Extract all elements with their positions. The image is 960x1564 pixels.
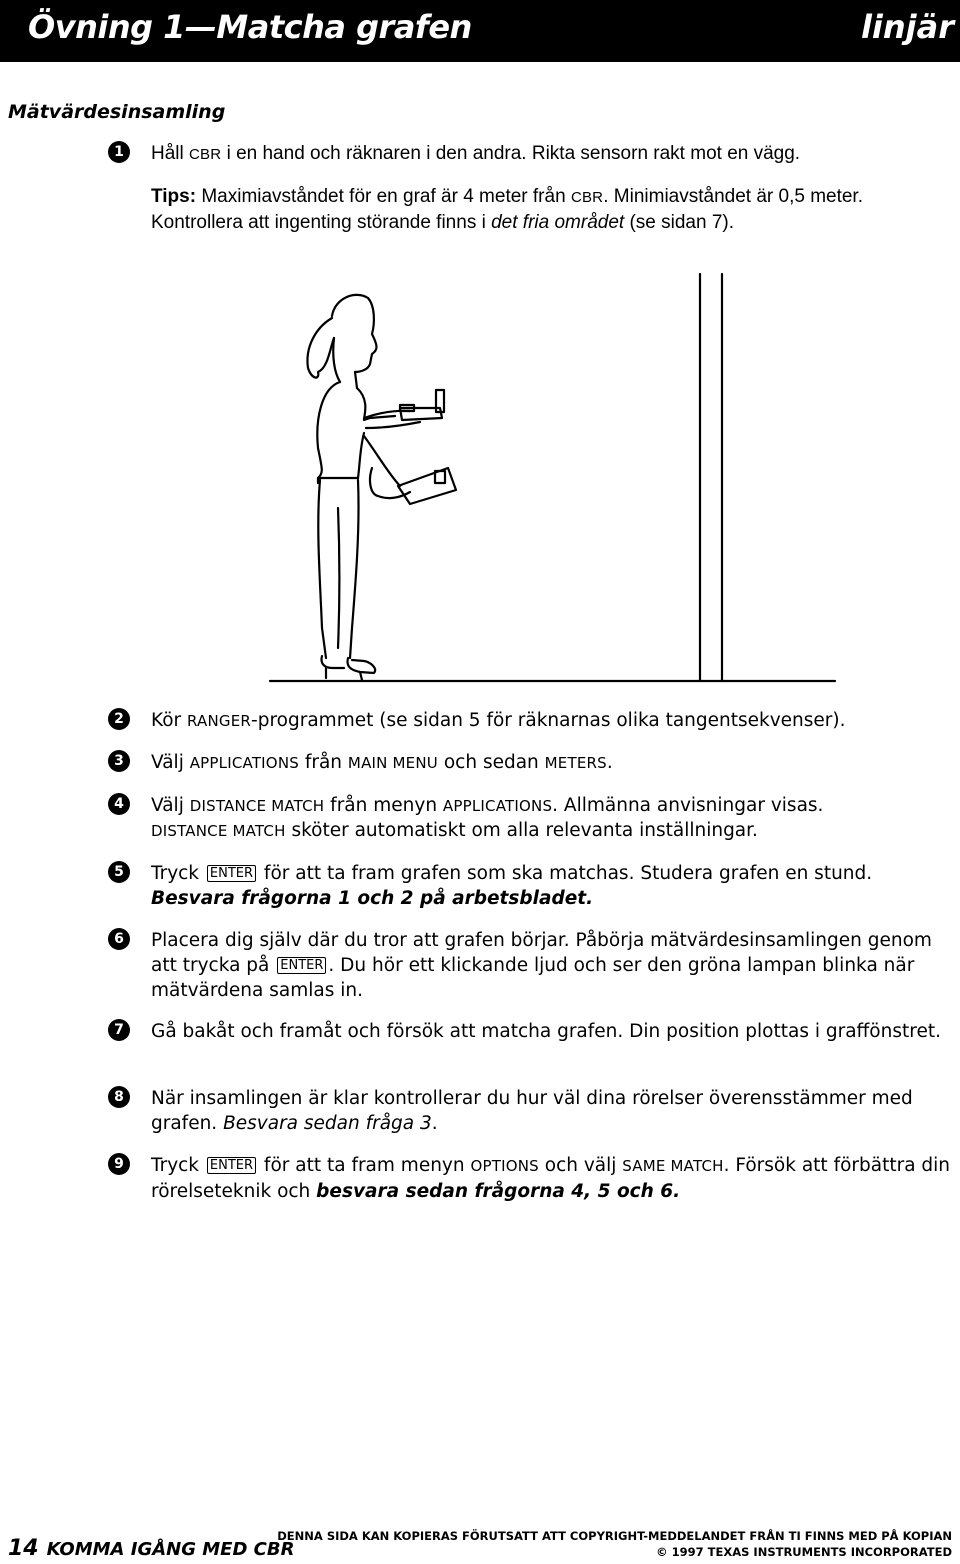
enter-key: ENTER bbox=[207, 865, 256, 882]
book-title: KOMMA IGÅNG MED CBR bbox=[46, 1539, 295, 1560]
step-number: 1 bbox=[108, 141, 130, 163]
step-text: Gå bakåt och framåt och försök att matcha grafen. Din position plottas i graffönstret. bbox=[151, 1021, 941, 1042]
step-text: Välj DISTANCE MATCH från menyn APPLICATIONS. Allmänna anvisningar visas. bbox=[151, 795, 824, 816]
page-title: Övning 1—Matcha grafen bbox=[28, 8, 472, 46]
page-tag: linjär bbox=[860, 8, 954, 46]
copyright-line: © 1997 TEXAS INSTRUMENTS INCORPORATED bbox=[656, 1545, 952, 1559]
step-text-emphasis: Besvara frågorna 1 och 2 på arbetsbladet. bbox=[151, 888, 594, 909]
cbr-person-wall-illustration bbox=[260, 268, 840, 688]
step-text: Håll CBR i en hand och räknaren i den andra. Rikta sensorn rakt mot en vägg. bbox=[151, 143, 801, 164]
section-heading: Mätvärdesinsamling bbox=[8, 101, 226, 123]
step-text: Tryck ENTER för att ta fram menyn OPTIONS och välj SAME MATCH. Försök att förbättra din rörelseteknik och besvara sedan frågorna 4, 5 och 6. bbox=[151, 1155, 951, 1202]
copy-notice: DENNA SIDA KAN KOPIERAS FÖRUTSATT ATT COPYRIGHT-MEDDELANDET FRÅN TI FINNS MED PÅ KOPIAN bbox=[277, 1529, 952, 1543]
step-number: 8 bbox=[108, 1086, 130, 1108]
page-header bbox=[0, 0, 960, 62]
step-text: Tryck ENTER för att ta fram grafen som ska matchas. Studera grafen en stund. bbox=[151, 863, 873, 884]
step-number: 3 bbox=[108, 750, 130, 772]
step-number: 6 bbox=[108, 928, 130, 950]
page-number: 14 bbox=[8, 1536, 39, 1561]
step-number: 2 bbox=[108, 708, 130, 730]
person-figure bbox=[307, 295, 456, 680]
enter-key: ENTER bbox=[277, 957, 326, 974]
step-text: Placera dig själv där du tror att grafen börjar. Påbörja mätvärdesinsamlingen genom att trycka på ENTER . Du hör ett klickande ljud och ser den gröna lampan blinka när mätvärdena samlas in. bbox=[151, 930, 932, 1001]
step-text: Välj APPLICATIONS från MAIN MENU och sedan METERS. bbox=[151, 752, 613, 773]
step-number: 9 bbox=[108, 1153, 130, 1175]
footer-book-info bbox=[8, 1536, 294, 1561]
footer-copyright bbox=[277, 1528, 952, 1560]
tips-text: Tips: Maximiavståndet för en graf är 4 meter från CBR. Minimiavståndet är 0,5 meter. Kontrollera att ingenting störande finns i det fria området (se sidan 7). bbox=[151, 186, 863, 233]
step-text: Kör RANGER-programmet (se sidan 5 för räknarnas olika tangentsekvenser). bbox=[151, 710, 846, 731]
step-number: 7 bbox=[108, 1019, 130, 1041]
step-number: 5 bbox=[108, 861, 130, 883]
step-text: DISTANCE MATCH sköter automatiskt om alla relevanta inställningar. bbox=[151, 820, 758, 841]
step-text: När insamlingen är klar kontrollerar du hur väl dina rörelser överensstämmer med grafen. Besvara sedan fråga 3. bbox=[151, 1088, 913, 1134]
enter-key: ENTER bbox=[207, 1157, 256, 1174]
step-number: 4 bbox=[108, 793, 130, 815]
